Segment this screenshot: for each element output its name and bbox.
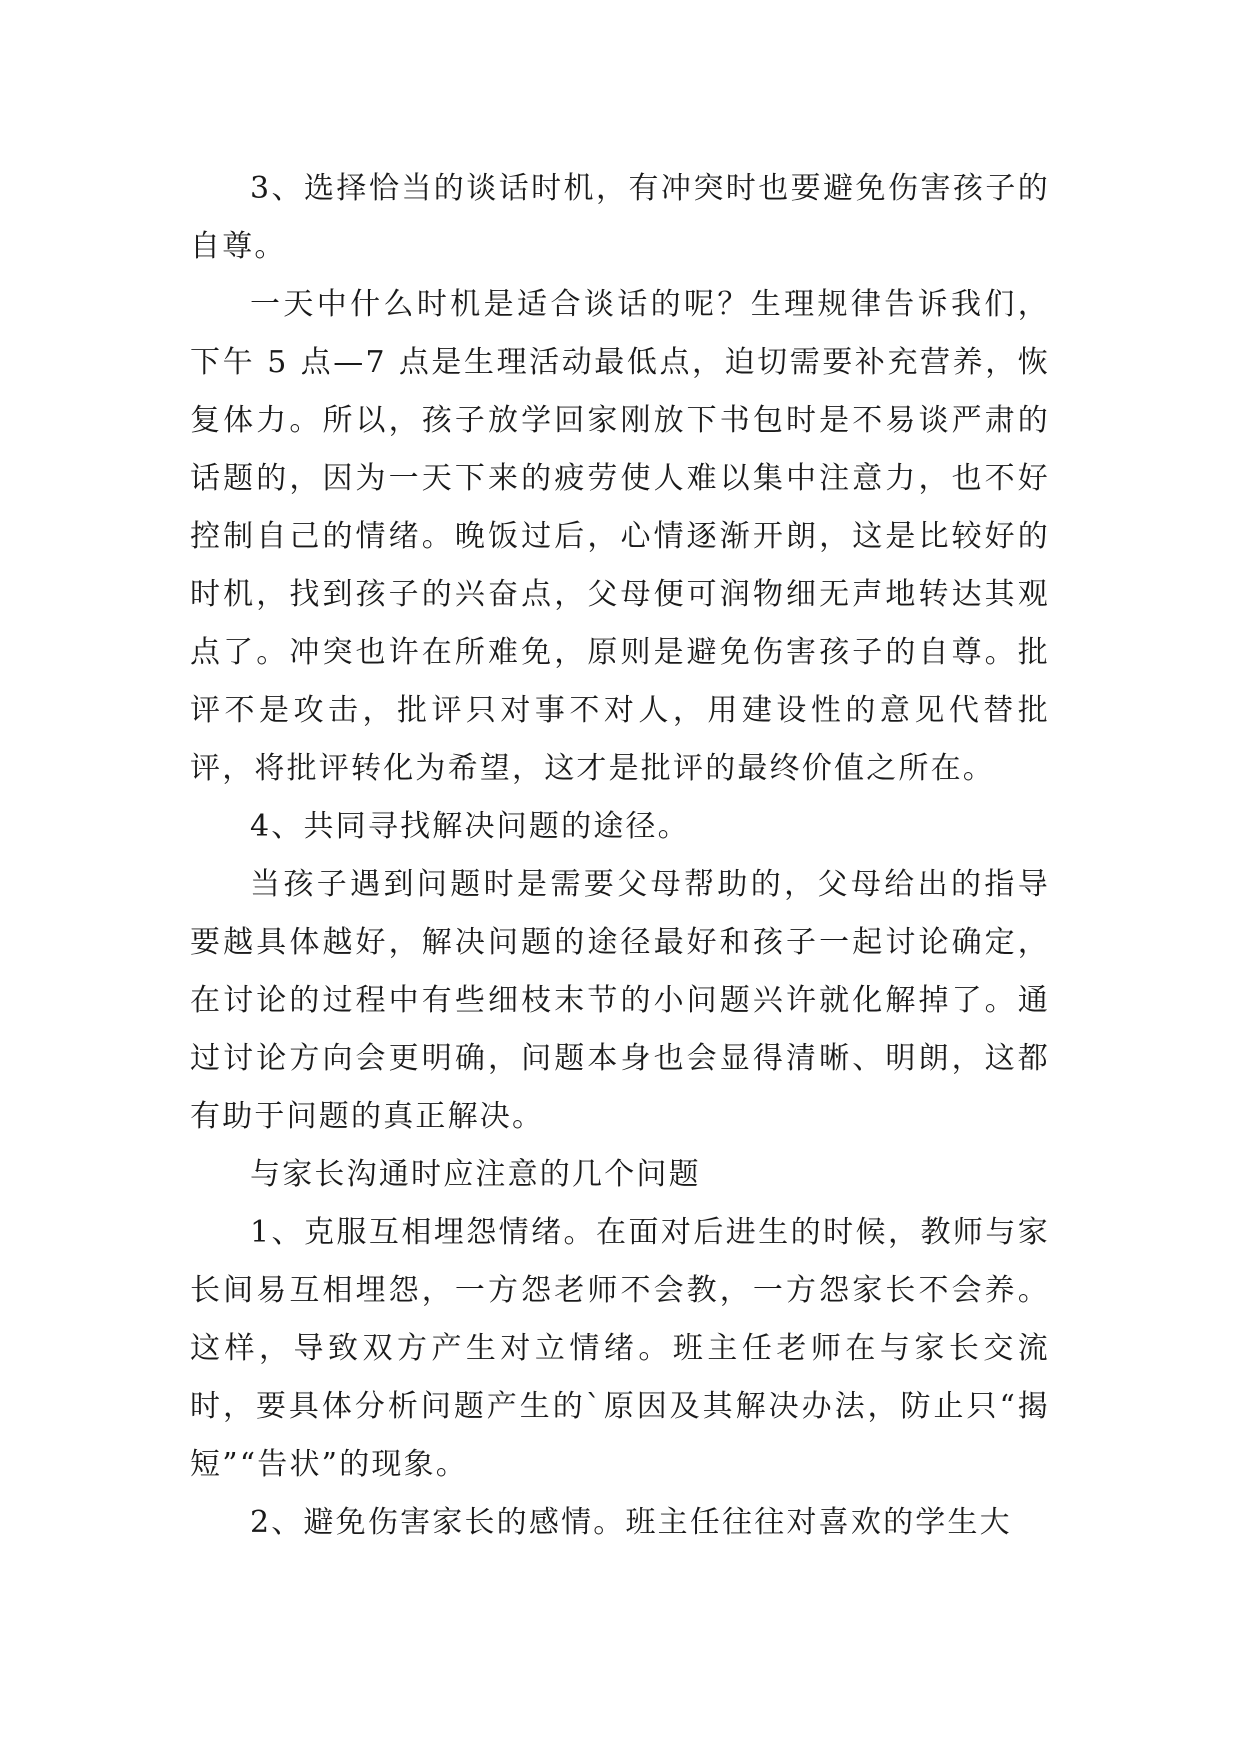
paragraph-heading-4: 4、共同寻找解决问题的途径。: [250, 809, 690, 844]
paragraph-heading-3: 3、选择恰当的谈话时机，有冲突时也要避免伤害孩子的自尊。: [190, 171, 1050, 264]
section-title: 与家长沟通时应注意的几个问题: [250, 1157, 701, 1192]
document-body: [190, 160, 1050, 1552]
paragraph-item-1: 1、克服互相埋怨情绪。在面对后进生的时候，教师与家长间易互相埋怨，一方怨老师不会教，一方怨家长不会养。这样，导致双方产生对立情绪。班主任老师在与家长交流时，要具体分析问题产生的`原因及其解决办法，防止只“揭短”“告状”的现象。: [190, 1215, 1050, 1482]
paragraph-solutions: 当孩子遇到问题时是需要父母帮助的，父母给出的指导要越具体越好，解决问题的途径最好和孩子一起讨论确定，在讨论的过程中有些细枝末节的小问题兴许就化解掉了。通过讨论方向会更明确，问题本身也会显得清晰、明朗，这都有助于问题的真正解决。: [190, 867, 1050, 1134]
paragraph-timing: 一天中什么时机是适合谈话的呢？生理规律告诉我们，下午 5 点—7 点是生理活动最低点，迫切需要补充营养，恢复体力。所以，孩子放学回家刚放下书包时是不易谈严肃的话题的，因为一天下来的疲劳使人难以集中注意力，也不好控制自己的情绪。晚饭过后，心情逐渐开朗，这是比较好的时机，找到孩子的兴奋点，父母便可润物细无声地转达其观点了。冲突也许在所难免，原则是避免伤害孩子的自尊。批评不是攻击，批评只对事不对人，用建设性的意见代替批评，将批评转化为希望，这才是批评的最终价值之所在。: [190, 287, 1050, 786]
paragraph-item-2: 2、避免伤害家长的感情。班主任往往对喜欢的学生大: [250, 1505, 1012, 1540]
